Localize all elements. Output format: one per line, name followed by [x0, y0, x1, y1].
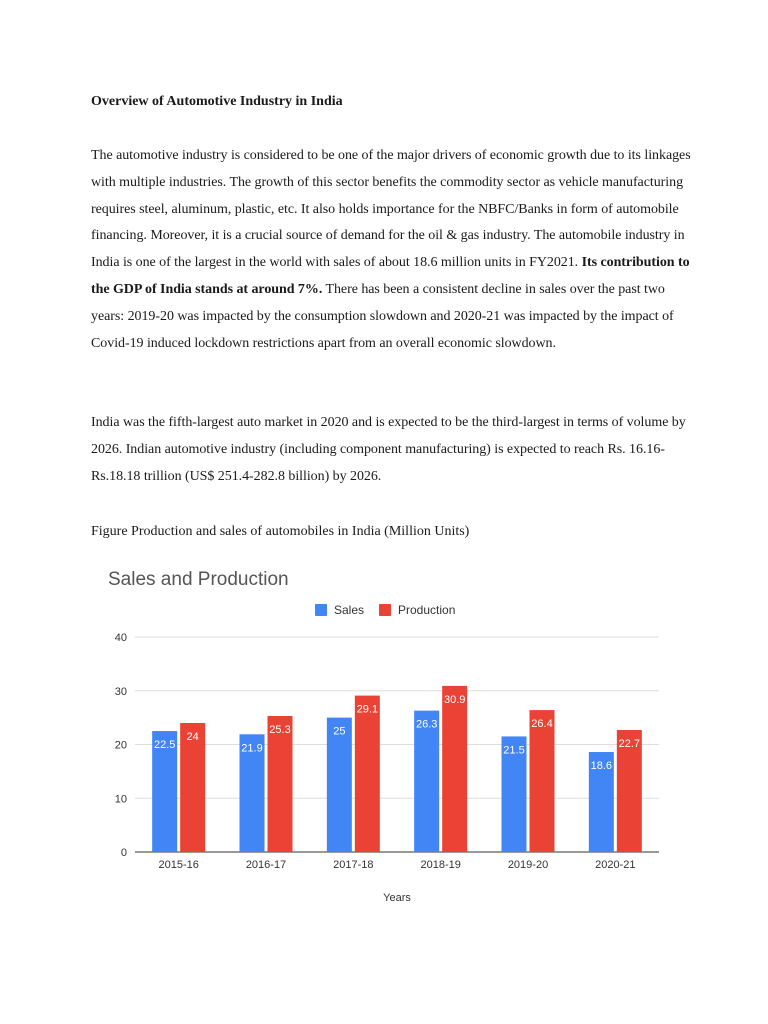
sales-production-chart	[95, 558, 677, 908]
data-label-production: 25.3	[269, 724, 291, 737]
bar-sales	[327, 718, 352, 852]
intro-text-end: There has been a consistent decline in sales over the past two years: 2019-20 was impacted by the consumption slowdown and 2020-21 was impacted by the impact of Covid-19 induced lockdown restrictions apart from an overall economic slowdown.	[91, 281, 674, 351]
bar-production	[355, 696, 380, 852]
y-tick-label: 30	[114, 685, 127, 698]
data-label-production: 29.1	[356, 703, 379, 716]
data-label-production: 24	[186, 731, 199, 743]
data-label-sales: 26.3	[415, 718, 438, 731]
document-heading: Overview of Automotive Industry in India	[91, 94, 343, 109]
data-label-sales: 25	[333, 725, 346, 738]
y-tick-label: 10	[114, 793, 127, 806]
data-label-production: 26.4	[531, 718, 553, 731]
intro-text-start: The automotive industry is considered to be one of the major drivers of economic growth due to its linkages with multiple industries. The growth of this sector benefits the commodity sector as vehicle manufacturing requires steel, aluminum, plastic, etc. It also holds importance for the NBFC/Banks in form of automobile financing. Moreover, it is a crucial source of demand for the oil & gas industry. The automobile industry in India is one of the largest in the world with sales of about 18.6 million units in FY2021.	[91, 148, 691, 271]
chart-title: Sales and Production	[108, 569, 289, 590]
x-tick-label: 2020-21	[595, 859, 636, 871]
x-tick-label: 2015-16	[158, 859, 199, 871]
legend-label-production: Production	[398, 603, 456, 617]
x-tick-label: 2019-20	[507, 859, 549, 871]
x-tick-label: 2018-19	[420, 859, 461, 871]
x-tick-label: 2016-17	[245, 859, 287, 871]
x-axis-title: Years	[383, 892, 411, 904]
bar-sales	[414, 711, 439, 852]
data-label-sales: 21.9	[241, 742, 263, 755]
y-tick-label: 20	[114, 739, 127, 752]
legend-label-sales: Sales	[334, 603, 365, 617]
y-tick-label: 0	[120, 847, 127, 859]
data-label-production: 22.7	[618, 737, 641, 750]
bar-production	[268, 716, 293, 852]
figure-caption: Figure Production and sales of automobiles in India (Million Units)	[91, 524, 470, 539]
data-label-sales: 18.6	[590, 760, 613, 773]
intro-paragraph	[91, 143, 691, 357]
bar-production	[442, 686, 467, 852]
y-tick-label: 40	[114, 632, 127, 644]
market-outlook-paragraph: India was the fifth-largest auto market in 2020 and is expected to be the third-largest in terms of volume by 2026. Indian automotive industry (including component manufacturing) is expected to reach Rs. 16.16- Rs.18.18 trillion (US$ 251.4-282.8 billion) by 2026.	[91, 415, 686, 484]
gdp-contribution-highlight: Its contribution to the GDP of India stands at around 7%.	[91, 255, 690, 297]
bar-production	[530, 710, 555, 852]
x-tick-label: 2017-18	[333, 859, 374, 871]
data-label-sales: 22.5	[153, 739, 176, 752]
data-label-sales: 21.5	[503, 744, 525, 757]
legend-swatch-production	[379, 604, 391, 616]
legend-swatch-sales	[315, 604, 327, 616]
data-label-production: 30.9	[443, 693, 466, 706]
bar-chart-svg	[95, 558, 677, 908]
